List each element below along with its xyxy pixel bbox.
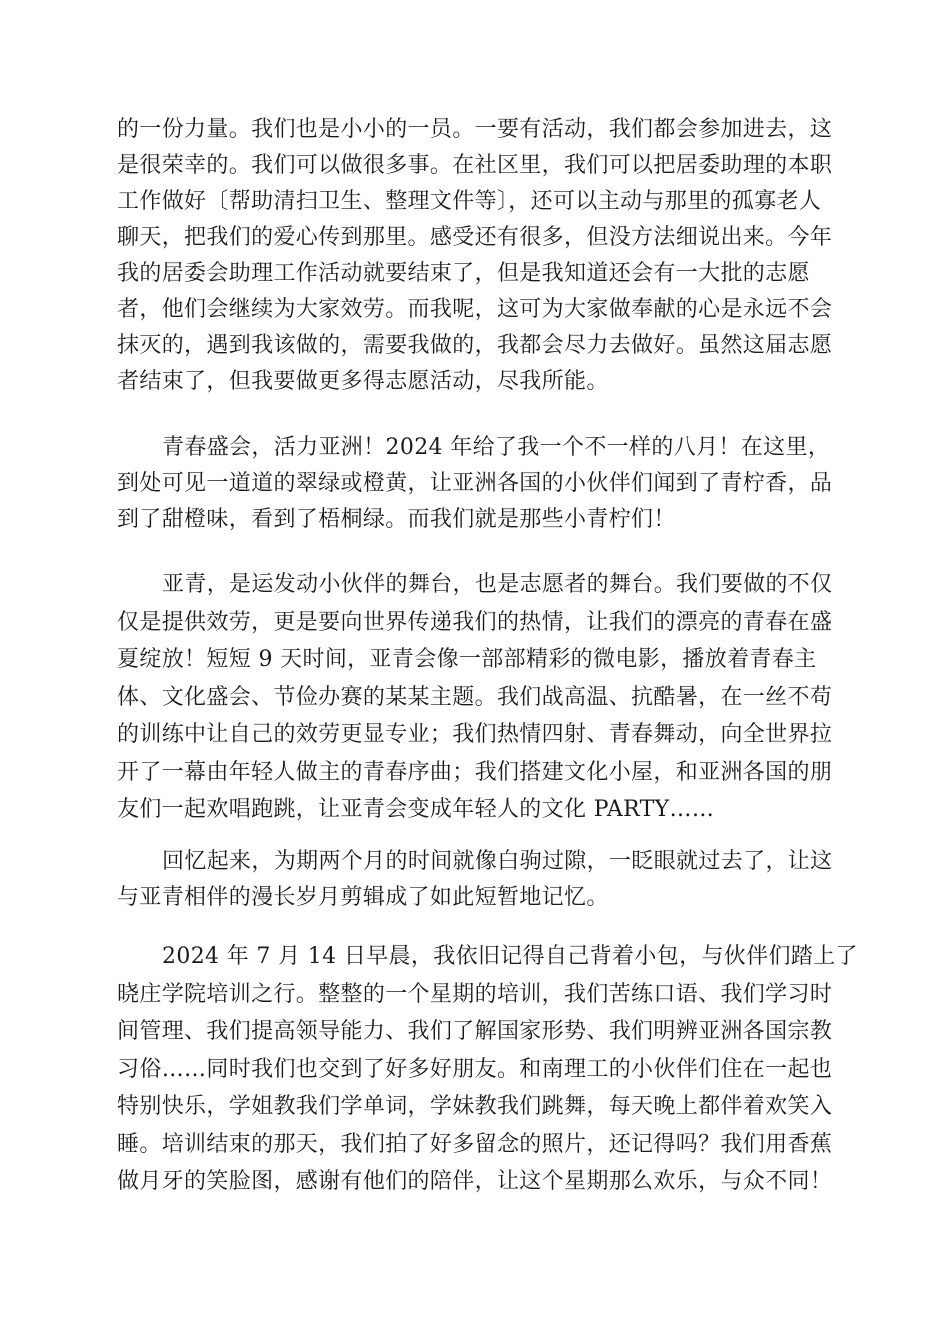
paragraph-line: 做月牙的笑脸图，感谢有他们的陪伴，让这个星期那么欢乐，与众不同！ <box>117 1169 833 1194</box>
paragraph-line: 习俗……同时我们也交到了好多好朋友。和南理工的小伙伴们住在一起也 <box>117 1056 833 1082</box>
paragraph-line: 亚青，是运发动小伙伴的舞台，也是志愿者的舞台。我们要做的不仅 <box>162 572 833 597</box>
paragraph-line: 回忆起来，为期两个月的时间就像白驹过隙，一眨眼就过去了，让这 <box>162 849 833 874</box>
paragraph-line: 2024 年 7 月 14 日早晨，我依旧记得自己背着小包，与伙伴们踏上了 <box>162 944 858 969</box>
paragraph-line: 睡。培训结束的那天，我们拍了好多留念的照片，还记得吗？我们用香蕉 <box>117 1131 833 1157</box>
paragraph-line: 体、文化盛会、节俭办赛的某某主题。我们战高温、抗酷暑，在一丝不苟 <box>117 684 833 710</box>
paragraph-line: 与亚青相伴的漫长岁月剪辑成了如此短暂地记忆。 <box>117 885 609 910</box>
paragraph-line: 聊天，把我们的爱心传到那里。感受还有很多，但没方法细说出来。今年 <box>117 225 833 250</box>
paragraph-line: 仅是提供效劳，更是要向世界传递我们的热情，让我们的漂亮的青春在盛 <box>117 609 833 635</box>
paragraph-4 <box>117 844 837 916</box>
paragraph-line: 开了一幕由年轻人做主的青春序曲；我们搭建文化小屋，和亚洲各国的朋 <box>117 759 833 785</box>
paragraph-line: 晓庄学院培训之行。整整的一个星期的培训，我们苦练口语、我们学习时 <box>117 981 833 1007</box>
paragraph-line: 到了甜橙味，看到了梧桐绿。而我们就是那些小青柠们！ <box>117 507 676 532</box>
paragraph-line: 特别快乐，学姐教我们学单词，学妹教我们跳舞，每天晚上都伴着欢笑入 <box>117 1094 833 1119</box>
paragraph-line: 的训练中让自己的效劳更显专业；我们热情四射、青春舞动，向全世界拉 <box>117 722 833 747</box>
paragraph-line: 抹灭的，遇到我该做的，需要我做的，我都会尽力去做好。虽然这届志愿 <box>117 333 833 358</box>
paragraph-line: 是很荣幸的。我们可以做很多事。在社区里，我们可以把居委助理的本职 <box>117 153 833 178</box>
paragraph-5 <box>117 938 858 1201</box>
paragraph-line: 的一份力量。我们也是小小的一员。一要有活动，我们都会参加进去，这 <box>117 117 833 142</box>
paragraph-line: 我的居委会助理工作活动就要结束了，但是我知道还会有一大批的志愿 <box>117 261 810 286</box>
paragraph-line: 者结束了，但我要做更多得志愿活动，尽我所能。 <box>117 369 609 394</box>
paragraph-line: 到处可见一道道的翠绿或橙黄，让亚洲各国的小伙伴们闻到了青柠香，品 <box>117 471 833 496</box>
paragraph-line: 者，他们会继续为大家效劳。而我呢，这可为大家做奉献的心是永远不会 <box>117 297 833 322</box>
paragraph-line: 间管理、我们提高领导能力、我们了解国家形势、我们明辨亚洲各国宗教 <box>117 1019 833 1044</box>
paragraph-line: 工作做好〔帮助清扫卫生、整理文件等〕，还可以主动与那里的孤寡老人 <box>117 189 822 214</box>
paragraph-2 <box>117 430 837 538</box>
paragraph-3 <box>117 566 837 829</box>
paragraph-line: 青春盛会，活力亚洲！2024 年给了我一个不一样的八月！在这里， <box>162 435 831 460</box>
paragraph-1 <box>117 112 837 400</box>
paragraph-line: 夏绽放！短短 9 天时间，亚青会像一部部精彩的微电影，播放着青春主 <box>117 647 817 672</box>
paragraph-line: 友们一起欢唱跑跳，让亚青会变成年轻人的文化 PARTY…… <box>117 797 715 822</box>
